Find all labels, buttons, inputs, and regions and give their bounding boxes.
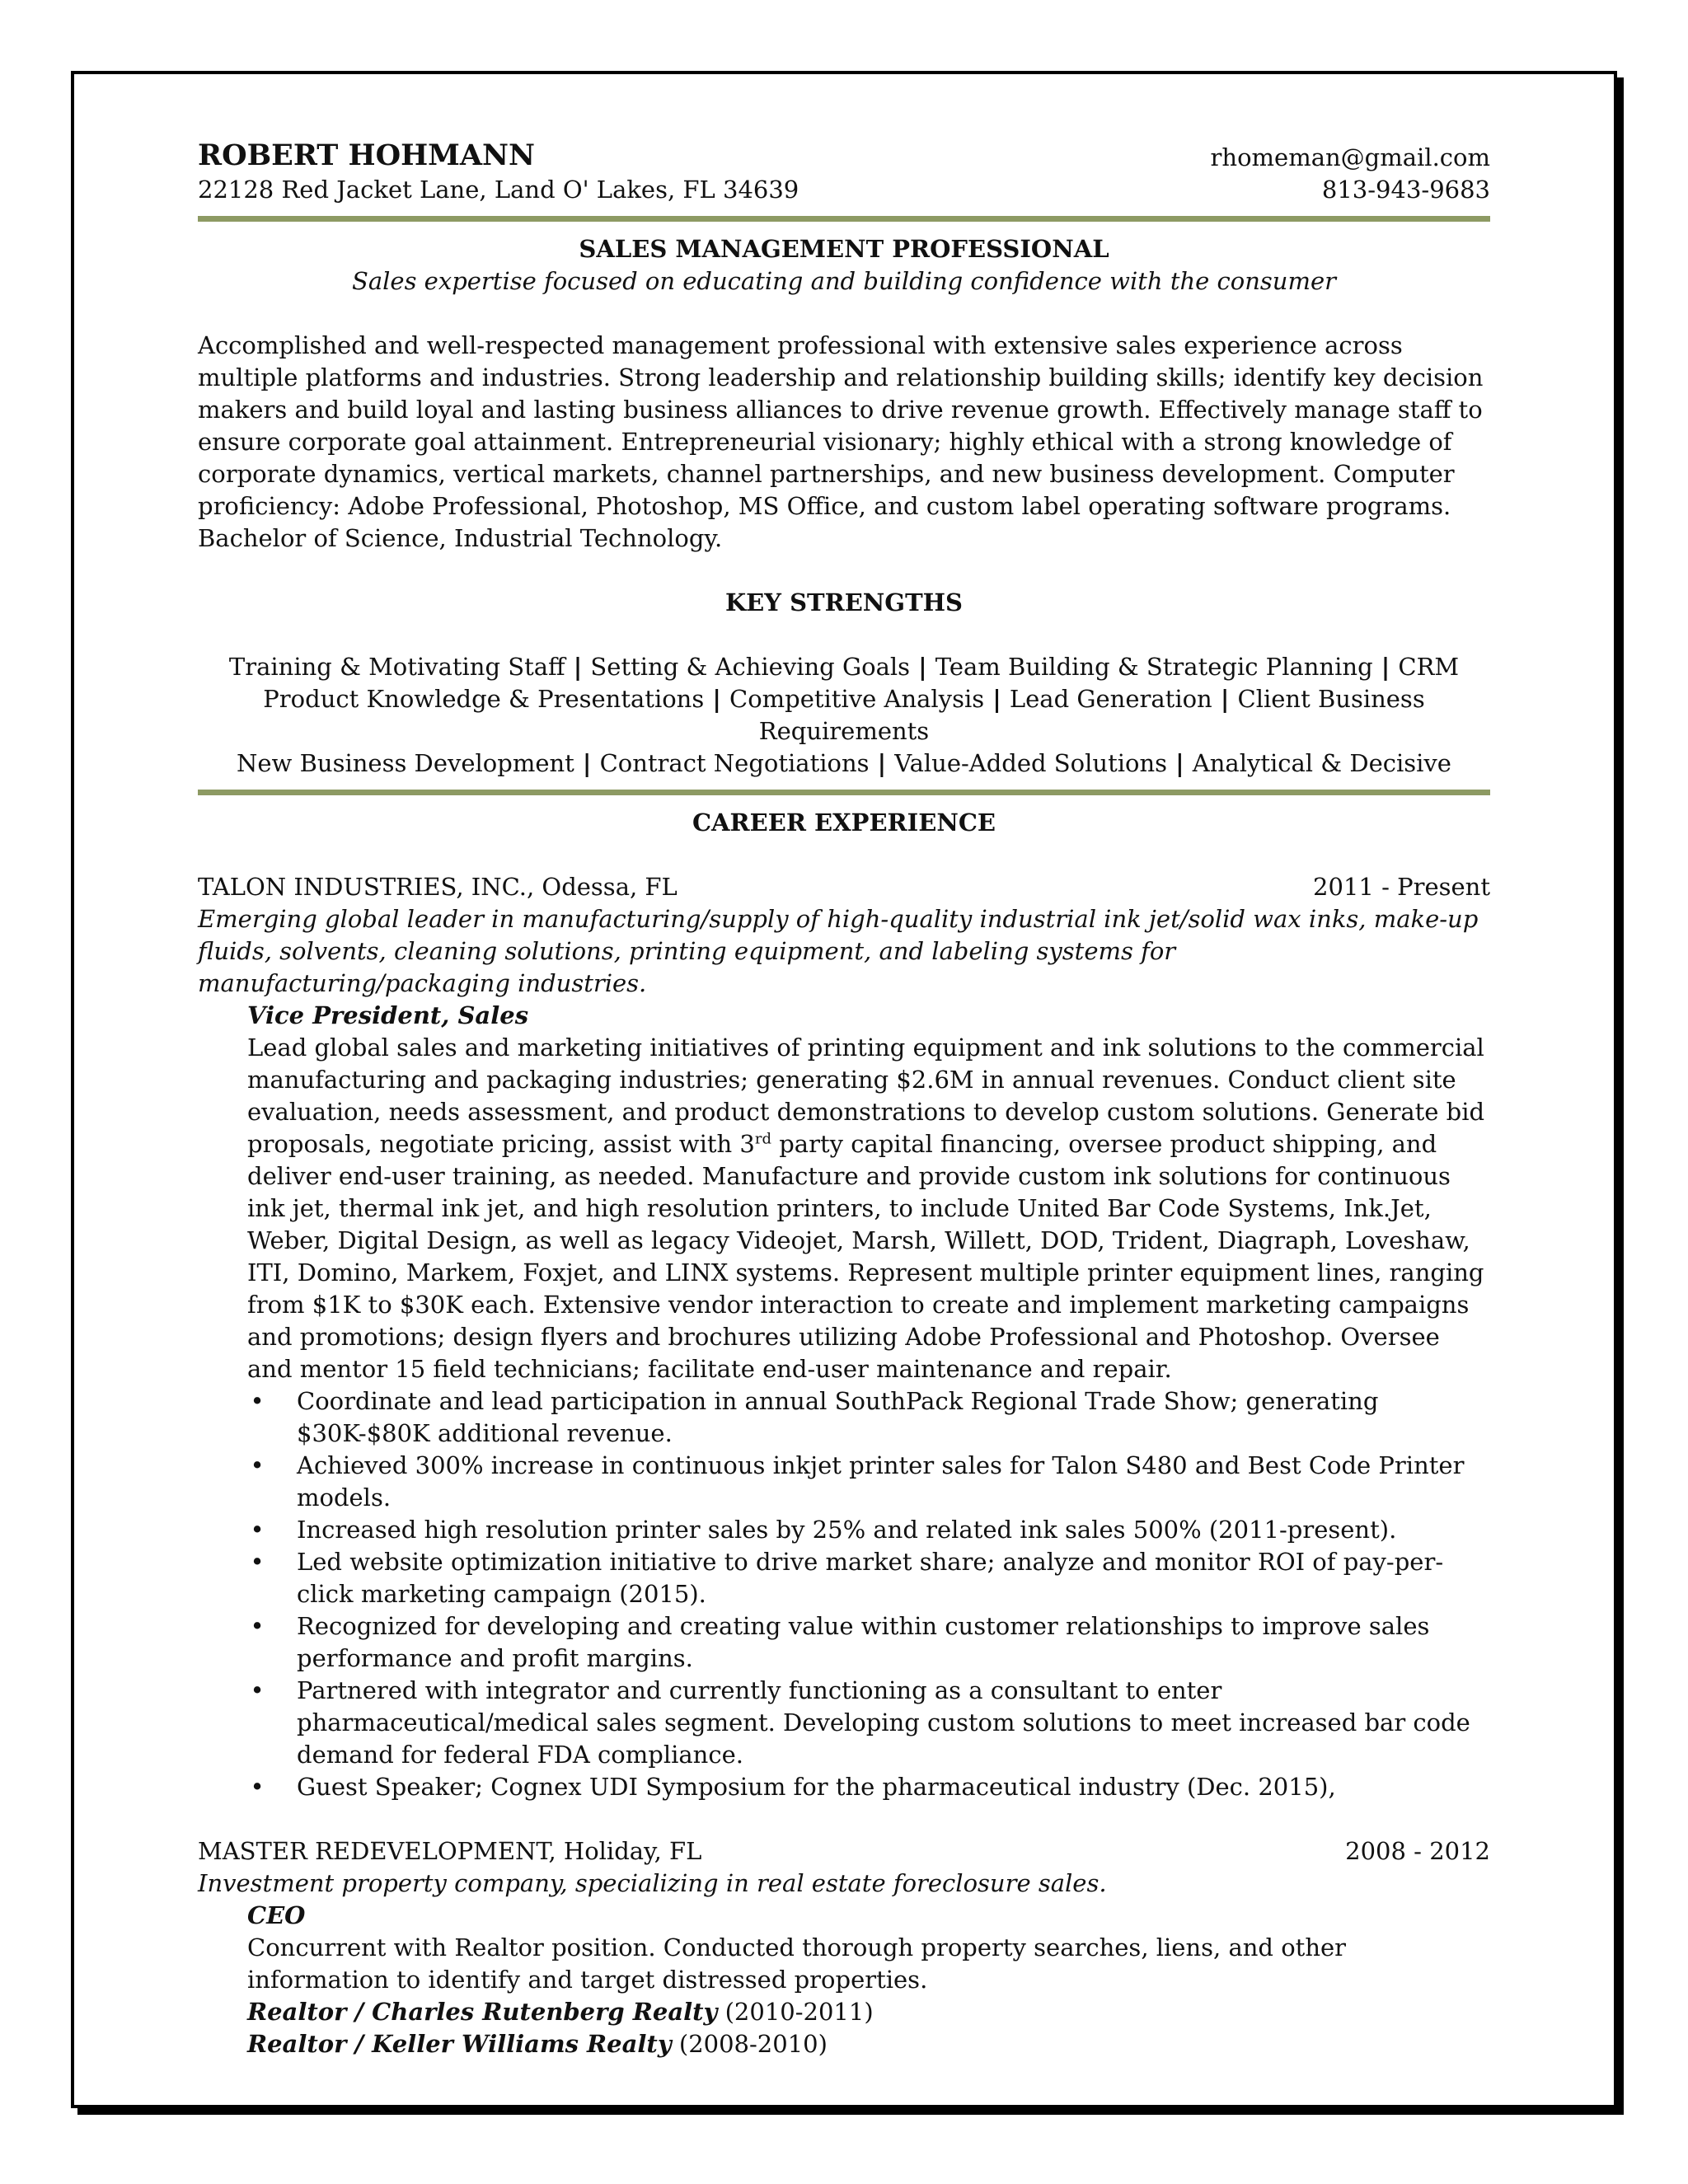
strengths-heading: KEY STRENGTHS (724, 588, 964, 616)
job-title: CEO (247, 1901, 306, 1929)
job-body (247, 1032, 1490, 1385)
strength-item: Value-Added Solutions (894, 749, 1168, 777)
bullet-icon: • (250, 1612, 265, 1640)
job-talon (198, 871, 1490, 1803)
company-name: TALON INDUSTRIES, INC., Odessa, FL (198, 873, 678, 901)
bullet-icon: • (250, 1676, 265, 1704)
header-row-2 (198, 174, 1490, 206)
strengths-line (198, 748, 1490, 780)
list-item (247, 1675, 1490, 1771)
experience-heading: CAREER EXPERIENCE (692, 808, 996, 837)
list-item-text: Coordinate and lead participation in annual SouthPack Regional Trade Show; generating $30K-$80K additional revenue. (297, 1387, 1379, 1447)
list-item-text: Achieved 300% increase in continuous inkjet printer sales for Talon S480 and Best Code Printer models. (297, 1451, 1465, 1511)
company-name: MASTER REDEVELOPMENT, Holiday, FL (198, 1837, 702, 1865)
strengths-divider (198, 790, 1490, 795)
list-item-text: Partnered with integrator and currently functioning as a consultant to enter pharmaceutical/medical sales segment. Developing custom solutions to meet increased bar code demand for federal FDA compliance. (297, 1676, 1470, 1769)
sub-role-title: Realtor / Charles Rutenberg Realty (247, 1998, 718, 2026)
strength-item: Team Building & Strategic Planning (935, 653, 1373, 681)
summary-paragraph: Accomplished and well-respected management professional with extensive sales experience across multiple platforms and industries. Strong leadership and relationship building skills; identify key decision makers and build loyal and lasting business alliances to drive revenue growth. Effectively manage staff to ensure corporate goal attainment. Entrepreneurial visionary; highly ethical with a strong knowledge of corporate dynamics, vertical markets, channel partnerships, and new business development. Computer proficiency: Adobe Professional, Photoshop, MS Office, and custom label operating software programs. Bachelor of Science, Industrial Technology. (198, 331, 1484, 552)
strengths-line (198, 683, 1490, 748)
job-header (198, 1835, 1490, 1868)
strength-item: Product Knowledge & Presentations (263, 685, 705, 713)
company-description: Investment property company, specializing in real estate foreclosure sales. (198, 1869, 1107, 1897)
list-item (247, 1450, 1490, 1514)
strength-item: Client Business Requirements (758, 685, 1425, 745)
job-body-part-2: party capital financing, oversee product shipping, and deliver end-user training, as needed. Manufacture and provide custom ink solutions for continuous ink jet, thermal ink jet, and high resolution printers, to include United Bar Code Systems, Ink.Jet, Weber, Digital Design, as well as legacy Videojet, Marsh, Willett, DOD, Trident, Diagraph, Loveshaw, ITI, Domino, Markem, Foxjet, and LINX systems. Represent multiple printer equipment lines, ranging from $1K to $30K each. Extensive vendor interaction to create and implement marketing campaigns and promotions; design flyers and brochures utilizing Adobe Professional and Photoshop. Oversee and mentor 15 field technicians; facilitate end-user maintenance and repair. (247, 1130, 1484, 1383)
job-dates: 2008 - 2012 (1345, 1837, 1490, 1865)
list-item-text: Recognized for developing and creating value within customer relationships to improve sales performance and profit margins. (297, 1612, 1430, 1672)
job-title: Vice President, Sales (247, 1001, 529, 1029)
job-header (198, 871, 1490, 903)
strengths-line (198, 651, 1490, 683)
sub-role (247, 2028, 1490, 2060)
sub-role-title: Realtor / Keller Williams Realty (247, 2030, 672, 2058)
sub-role-dates: (2008-2010) (671, 2030, 828, 2058)
strength-item: CRM (1398, 653, 1460, 681)
separator: | (984, 685, 1010, 713)
sub-role (247, 1996, 1490, 2028)
strength-item: Competitive Analysis (729, 685, 985, 713)
headline-tagline: Sales expertise focused on educating and building confidence with the consumer (351, 267, 1336, 295)
list-item (247, 1385, 1490, 1450)
separator: | (565, 653, 591, 681)
header-row-1 (198, 138, 1490, 174)
job-dates: 2011 - Present (1313, 873, 1490, 901)
list-item (247, 1546, 1490, 1610)
header-divider (198, 216, 1490, 222)
separator: | (1212, 685, 1238, 713)
sub-role-dates: (2010-2011) (717, 1998, 874, 2026)
job-body-part-1: Lead global sales and marketing initiatives of printing equipment and ink solutions to the commercial manufacturing and packaging industries; generating $2.6M in annual revenues. Conduct client site evaluation, needs assessment, and product demonstrations to develop custom solutions. Generate bid proposals, negotiate pricing, assist with 3 (247, 1033, 1485, 1158)
strength-item: Training & Motivating Staff (228, 653, 565, 681)
list-item-text: Increased high resolution printer sales by 25% and related ink sales 500% (2011-present). (297, 1516, 1397, 1544)
job-master-redevelopment (198, 1835, 1490, 2060)
resume-content (198, 138, 1490, 2060)
strength-item: Setting & Achieving Goals (590, 653, 911, 681)
bullet-icon: • (250, 1548, 265, 1576)
address: 22128 Red Jacket Lane, Land O' Lakes, FL 34639 (198, 176, 799, 204)
separator: | (1372, 653, 1399, 681)
phone: 813-943-9683 (1321, 176, 1490, 204)
job-body: Concurrent with Realtor position. Conducted thorough property searches, liens, and other information to identify and target distressed properties. (247, 1933, 1347, 1994)
list-item-text: Led website optimization initiative to drive market share; analyze and monitor ROI of pay-per-click marketing campaign (2015). (297, 1548, 1444, 1608)
separator: | (574, 749, 600, 777)
separator: | (1167, 749, 1193, 777)
bullet-icon: • (250, 1516, 265, 1544)
list-item (247, 1771, 1490, 1803)
strength-item: Lead Generation (1009, 685, 1212, 713)
job-achievements (247, 1385, 1490, 1803)
strengths-list (198, 651, 1490, 780)
separator: | (910, 653, 935, 681)
strength-item: Contract Negotiations (599, 749, 870, 777)
job-body-superscript: rd (754, 1130, 772, 1148)
candidate-name: ROBERT HOHMANN (198, 138, 536, 172)
bullet-icon: • (250, 1451, 265, 1479)
email: rhomeman@gmail.com (1210, 143, 1490, 171)
list-item (247, 1514, 1490, 1546)
separator: | (704, 685, 729, 713)
strength-item: New Business Development (237, 749, 574, 777)
bullet-icon: • (250, 1387, 265, 1415)
company-description: Emerging global leader in manufacturing/supply of high-quality industrial ink jet/solid wax inks, make-up fluids, solvents, cleaning solutions, printing equipment, and labeling systems for manufacturing/packaging industries. (198, 905, 1479, 997)
list-item-text: Guest Speaker; Cognex UDI Symposium for the pharmaceutical industry (Dec. 2015), (297, 1773, 1336, 1801)
list-item (247, 1610, 1490, 1675)
bullet-icon: • (250, 1773, 265, 1801)
separator: | (869, 749, 895, 777)
headline-title: SALES MANAGEMENT PROFESSIONAL (579, 235, 1109, 263)
strength-item: Analytical & Decisive (1192, 749, 1451, 777)
